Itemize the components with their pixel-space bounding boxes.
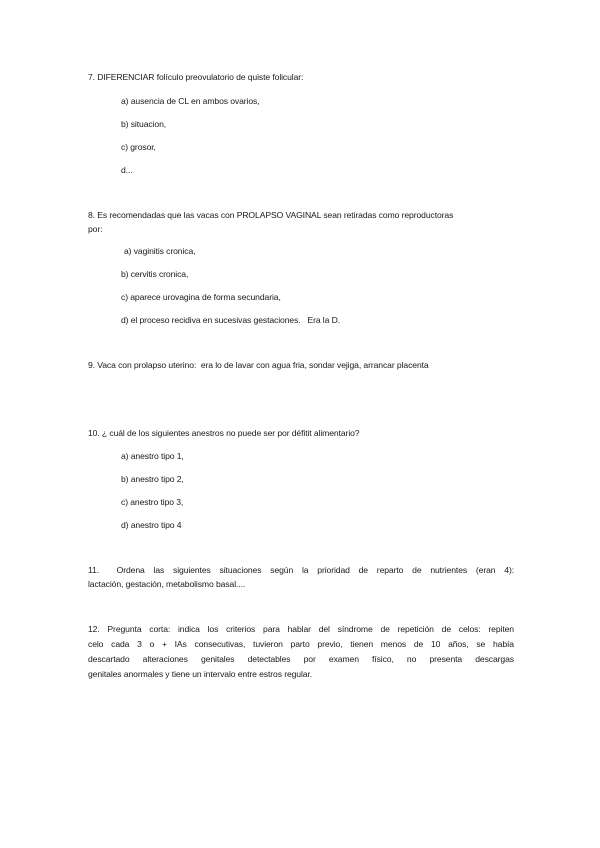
question-12-line-3: descartado alteraciones genitales detectables por examen físico, no presenta descargas bbox=[88, 654, 514, 664]
question-8-line-1: 8. Es recomendadas que las vacas con PROLAPSO VAGINAL sean retiradas como reproductoras bbox=[88, 210, 454, 220]
question-7-option-d: d... bbox=[121, 165, 133, 175]
question-8-option-b: b) cervitis cronica, bbox=[121, 269, 189, 279]
question-11-line-2: lactación, gestación, metabolismo basal.... bbox=[88, 579, 246, 589]
question-8-option-d: d) el proceso recidiva en sucesivas gestaciones. Era la D. bbox=[121, 315, 340, 325]
question-9: 9. Vaca con prolapso uterino: era lo de lavar con agua fria, sondar vejiga, arrancar placenta bbox=[88, 360, 429, 370]
question-12-line-1: 12. Pregunta corta: indica los criterios para hablar del síndrome de repetición de celos: repiten bbox=[88, 624, 514, 634]
question-10-option-c: c) anestro tipo 3, bbox=[121, 497, 184, 507]
question-8-option-c: c) aparece urovagina de forma secundaria, bbox=[121, 292, 281, 302]
question-11-line-1: 11. Ordena las siguientes situaciones según la prioridad de reparto de nutrientes (eran 4): bbox=[88, 565, 514, 575]
question-10: 10. ¿ cuál de los siguientes anestros no puede ser por défitit alimentario? bbox=[88, 428, 360, 438]
question-7-option-a: a) ausencia de CL en ambos ovarios, bbox=[121, 96, 260, 106]
question-7-option-b: b) situacion, bbox=[121, 119, 167, 129]
question-10-option-d: d) anestro tipo 4 bbox=[121, 520, 182, 530]
question-7-option-c: c) grosor, bbox=[121, 142, 156, 152]
question-7: 7. DIFERENCIAR folículo preovulatorio de quiste folicular: bbox=[88, 72, 304, 82]
question-10-option-b: b) anestro tipo 2, bbox=[121, 474, 184, 484]
question-8-option-a: a) vaginitis cronica, bbox=[124, 246, 196, 256]
question-10-option-a: a) anestro tipo 1, bbox=[121, 451, 184, 461]
question-8-line-2: por: bbox=[88, 224, 103, 234]
question-12-line-4: genitales anormales y tiene un intervalo entre estros regular. bbox=[88, 669, 313, 679]
question-12-line-2: celo cada 3 o + IAs consecutivas, tuvieron parto previo, tienen menos de 10 años, se había bbox=[88, 639, 514, 649]
